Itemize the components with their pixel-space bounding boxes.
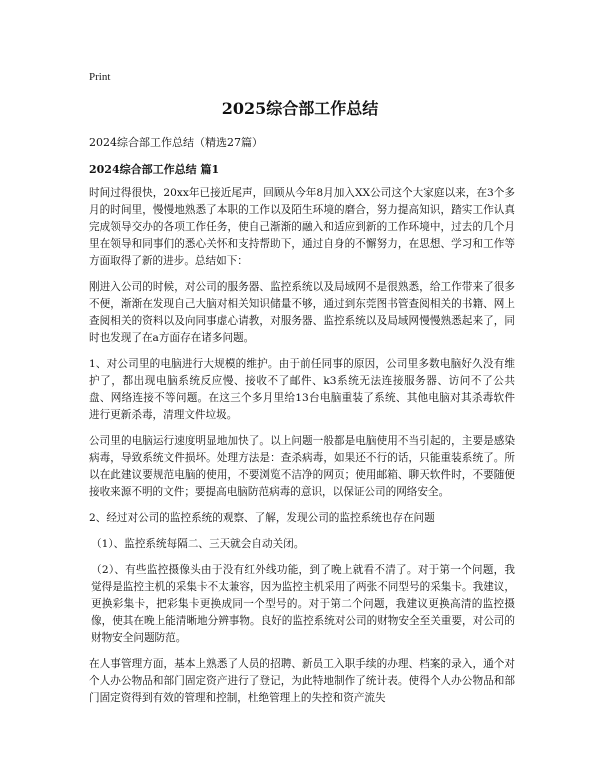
paragraph: 在人事管理方面，基本上熟悉了人员的招聘、新员工入职手续的办理、档案的录入，通个对个人办公物品和部门固定资产进行了登记，为此特地制作了统计表。使得个人办公物品和部门固定资得到有效的管理和控制，杜绝管理上的失控和资产流失 — [89, 658, 515, 704]
paragraph: 时间过得很快，20xx年已接近尾声，回顾从今年8月加入XX公司这个大家庭以来，在3个多月的时间里，慢慢地熟悉了本职的工作以及陌生环境的磨合，努力提高知识，踏实工作认真完成领导交办的各项工作任务，使自己渐渐的融入和适应到新的工作环境中，过去的几个月里在领导和同事们的悉心关怀和支持帮助下，通过自身的不懈努力，在思想、学习和工作等方面取得了新的进步。总结如下： — [89, 187, 515, 267]
paragraph: 1、对公司里的电脑进行大规模的维护。由于前任同事的原因，公司里多数电脑好久没有维护了，都出现电脑系统反应慢、接收不了邮件、k3系统无法连接服务器、访问不了公共盘、网络连接不等问题。在这三个多月里给13台电脑重装了系统、其他电脑对其杀毒软件进行更新杀毒，清理文件垃圾。 — [89, 358, 515, 421]
document-title: 2025综合部工作总结 — [221, 99, 379, 118]
document-subtitle: 2024综合部工作总结（精选27篇） — [89, 136, 263, 149]
print-label: Print — [89, 71, 111, 83]
paragraph: （2）、有些监控摄像头由于没有红外线功能，到了晚上就看不清了。对于第一个问题，我觉得是监控主机的采集卡不太兼容，因为监控主机采用了两张不同型号的采集卡。我建议，更换彩集卡，把彩集卡更换成同一个型号的。对于第二个问题，我建议更换高清的监控摄像，使其在晚上能清晰地分辨事物。良好的监控系统对公司的财物安全至关重要，对公司的财物安全问题防范。 — [91, 564, 515, 644]
section-heading: 2024综合部工作总结 篇1 — [89, 163, 220, 176]
paragraph: 2、经过对公司的监控系统的观察、了解，发现公司的监控系统也存在问题 — [89, 512, 435, 524]
paragraph: （1）、监控系统每隔二、三天就会自动关闭。 — [91, 538, 305, 550]
paragraph: 刚进入公司的时候，对公司的服务器、监控系统以及局域网不是很熟悉，给工作带来了很多不便，渐渐在发现自己大脑对相关知识储量不够，通过到东莞图书管查阅相关的书籍、网上查阅相关的资料以及向同事虚心请教，对服务器、监控系统以及局域网慢慢熟悉起来了，同时也发现了在a方面存在诸多问题。 — [89, 281, 515, 344]
document-body — [89, 185, 515, 716]
paragraph: 公司里的电脑运行速度明显地加快了。以上问题一般都是电脑使用不当引起的，主要是感染病毒，导致系统文件损坏。处理方法是：查杀病毒，如果还不行的话，只能重装系统了。所以在此建议要规范电脑的使用，不要浏览不洁净的网页；使用邮箱、聊天软件时，不要随便接收来源不明的文件；要提高电脑防范病毒的意识，以保证公司的网络安全。 — [89, 435, 515, 498]
